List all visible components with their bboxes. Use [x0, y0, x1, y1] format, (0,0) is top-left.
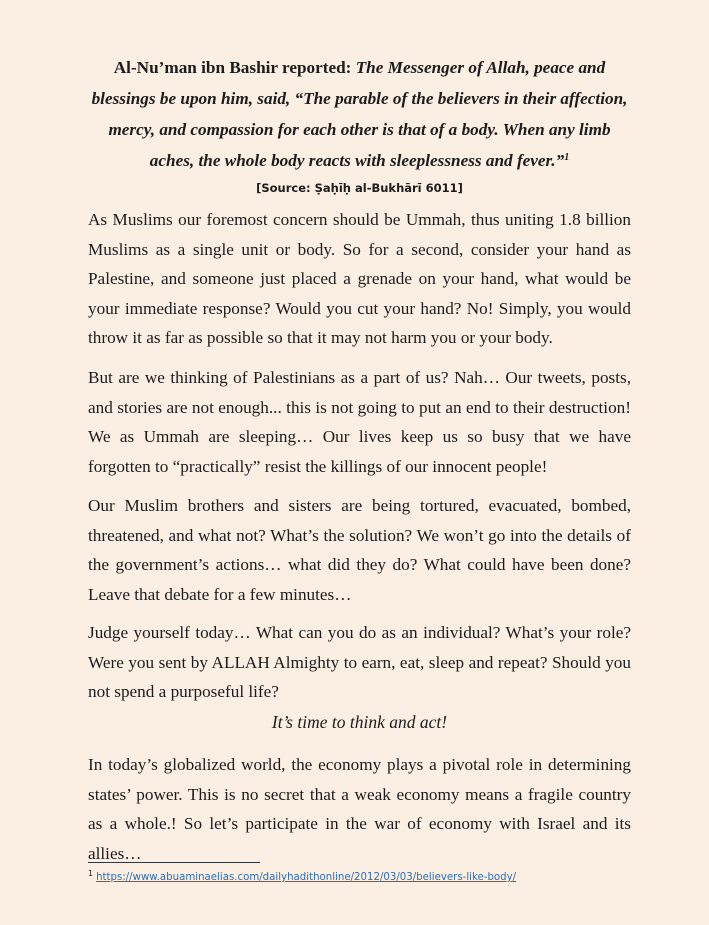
footnote-number: 1: [88, 869, 94, 878]
body-paragraph: Our Muslim brothers and sisters are being tortured, evacuated, bombed, threatened, and what not? What’s the solution? We won’t go into the details of the government’s actions… what did they do? What could have been done? Leave that debate for a few minutes…: [88, 496, 631, 604]
section-heading: It’s time to think and act!: [271, 712, 448, 732]
footnote-link[interactable]: https://www.abuaminaelias.com/dailyhadithonline/2012/03/03/believers-like-body/: [96, 872, 517, 883]
hadith-block: [88, 52, 631, 176]
closing-paragraph: In today’s globalized world, the economy plays a pivotal role in determining states’ power. This is no secret that a weak economy means a fragile country as a whole.! So let’s participate in the war of economy with Israel and its allies…: [88, 755, 631, 863]
body-paragraph: But are we thinking of Palestinians as a part of us? Nah… Our tweets, posts, and stories are not enough... this is not going to put an end to their destruction! We as Ummah are sleeping… Our lives keep us so busy that we have forgotten to “practically” resist the killings of our innocent people!: [88, 368, 631, 476]
footnote: [88, 869, 516, 883]
footnote-divider: [88, 862, 260, 863]
hadith-intro: Al-Nu’man ibn Bashir reported:: [113, 58, 356, 77]
footnote-reference: 1: [564, 152, 570, 163]
hadith-quote: The Messenger of Allah, peace and blessings be upon him, said, “The parable of the believers in their affection, mercy, and compassion for each other is that of a body. When any limb aches, the whole body reacts with sleeplessness and fever.”: [91, 58, 628, 170]
body-paragraph: As Muslims our foremost concern should be Ummah, thus uniting 1.8 billion Muslims as a single unit or body. So for a second, consider your hand as Palestine, and someone just placed a grenade on your hand, what would be your immediate response? Would you cut your hand? No! Simply, you would throw it as far as possible so that it may not harm you or your body.: [88, 210, 631, 348]
hadith-source: [Source: Ṣaḥīḥ al-Bukhārī 6011]: [256, 181, 463, 195]
body-paragraph: Judge yourself today… What can you do as an individual? What’s your role? Were you sent by ALLAH Almighty to earn, eat, sleep and repeat? Should you not spend a purposeful life?: [88, 623, 631, 702]
